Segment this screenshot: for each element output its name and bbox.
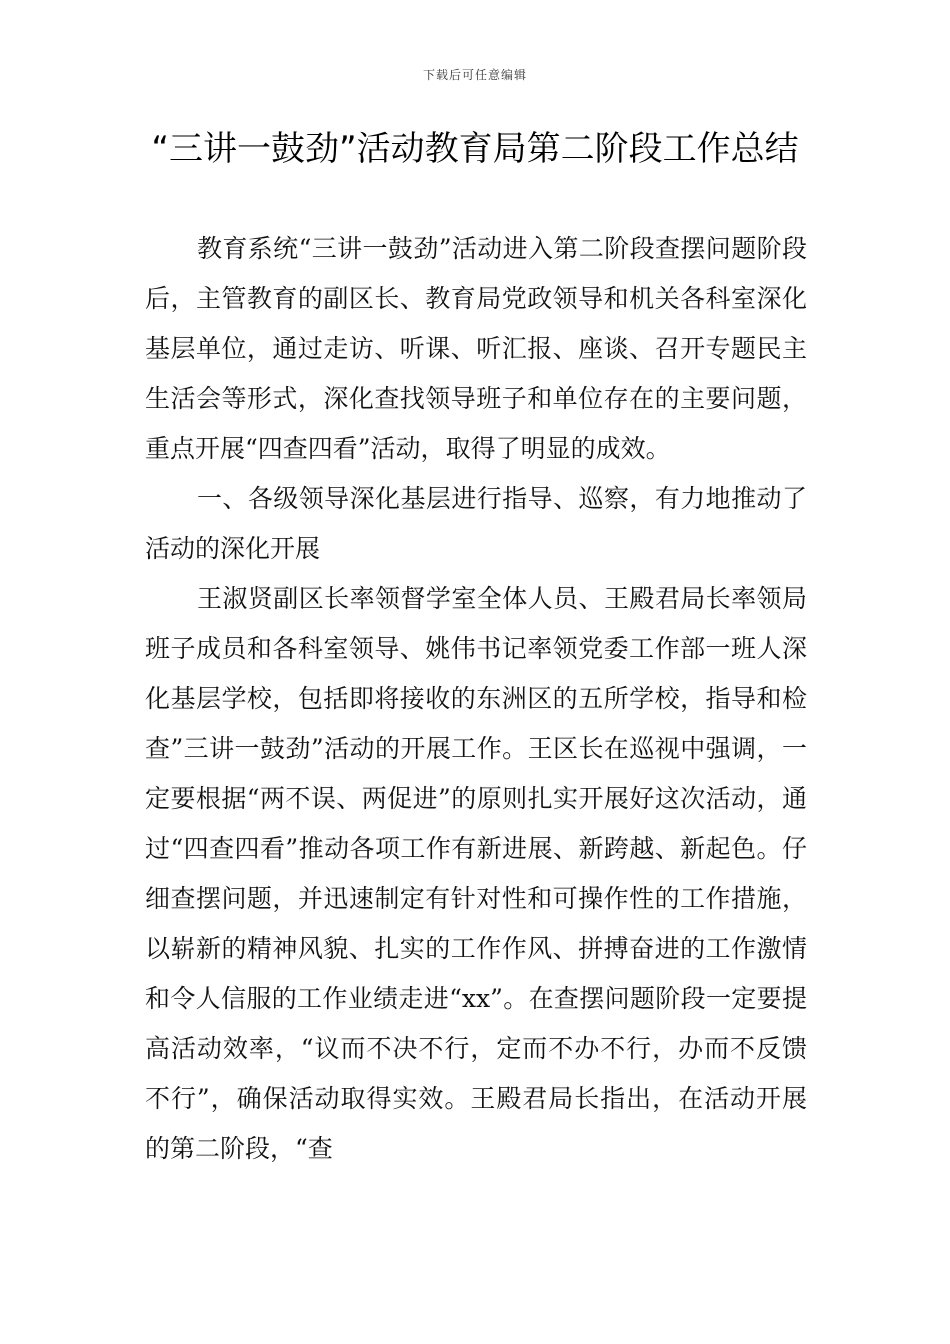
section-heading-1: 一、各级领导深化基层进行指导、巡察，有力地推动了活动的深化开展 <box>145 484 807 563</box>
paragraph-intro: 教育系统“三讲一鼓劲”活动进入第二阶段查摆问题阶段后，主管教育的副区长、教育局党政领导和机关各科室深化基层单位，通过走访、听课、听汇报、座谈、召开专题民主生活会等形式，深化查找领导班子和单位存在的主要问题，重点开展“四查四看”活动，取得了明显的成效。 <box>145 234 807 463</box>
document-body <box>145 224 807 1174</box>
document-title: “三讲一鼓劲”活动教育局第二阶段工作总结 <box>151 129 799 169</box>
header-note: 下载后可任意编辑 <box>422 68 527 82</box>
paragraph-section-1: 王淑贤副区长率领督学室全体人员、王殿君局长率领局班子成员和各科室领导、姚伟书记率领党委工作部一班人深化基层学校，包括即将接收的东洲区的五所学校，指导和检查”三讲一鼓劲”活动的开展工作。王区长在巡视中强调，一定要根据“两不误、两促进”的原则扎实开展好这次活动，通过“四查四看”推动各项工作有新进展、新跨越、新起色。仔细查摆问题，并迅速制定有针对性和可操作性的工作措施，以崭新的精神风貌、扎实的工作作风、拼搏奋进的工作激情和令人信服的工作业绩走进“xx”。在查摆问题阶段一定要提高活动效率，“议而不决不行，定而不办不行，办而不反馈不行”，确保活动取得实效。王殿君局长指出，在活动开展的第二阶段，“查 <box>145 584 807 1163</box>
